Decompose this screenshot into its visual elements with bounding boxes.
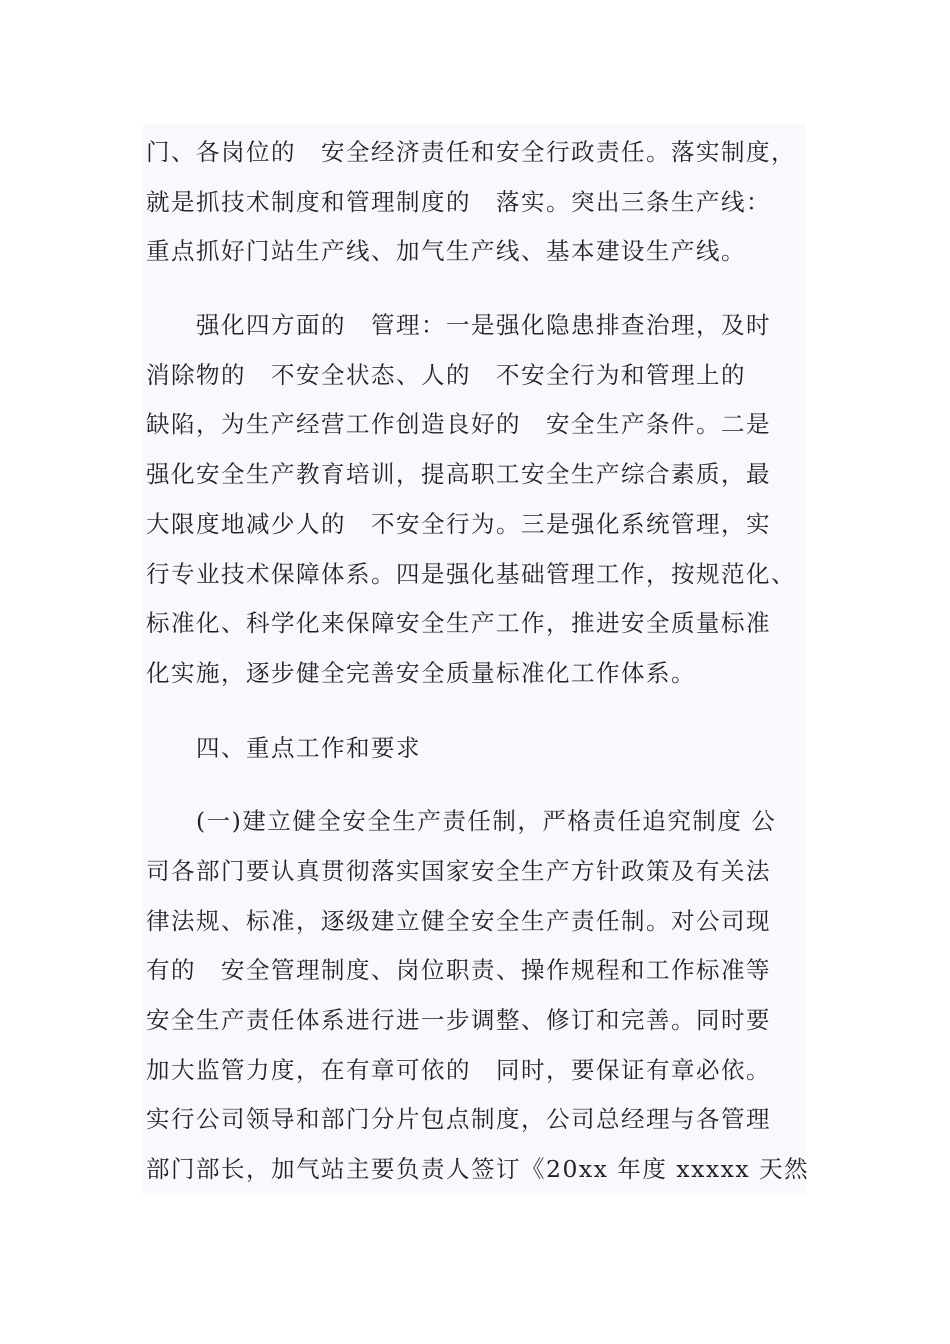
text-line: 重点抓好门站生产线、加气生产线、基本建设生产线。: [146, 237, 746, 265]
text-line: 实行公司领导和部门分片包点制度，公司总经理与各管理: [146, 1105, 771, 1133]
text-line: (一)建立健全安全生产责任制，严格责任追究制度 公: [146, 807, 777, 835]
text-line: 安全生产责任体系进行进一步调整、修订和完善。同时要: [146, 1006, 771, 1034]
text-line: 部门部长，加气站主要负责人签订《20xx 年度 xxxxx 天然: [146, 1155, 810, 1183]
text-line: 消除物的 不安全状态、人的 不安全行为和管理上的: [146, 361, 746, 389]
section-heading: 四、重点工作和要求: [146, 734, 421, 762]
text-line: 行专业技术保障体系。四是强化基础管理工作，按规范化、: [146, 560, 796, 588]
text-line: 强化四方面的 管理：一是强化隐患排查治理，及时: [146, 311, 771, 339]
text-line: 律法规、标准，逐级建立健全安全生产责任制。对公司现: [146, 907, 771, 935]
text-line: 有的 安全管理制度、岗位职责、操作规程和工作标准等: [146, 956, 771, 984]
text-line: 标准化、科学化来保障安全生产工作，推进安全质量标准: [146, 609, 771, 637]
text-line: 门、各岗位的 安全经济责任和安全行政责任。落实制度，: [146, 138, 796, 166]
text-line: 加大监管力度，在有章可依的 同时，要保证有章必依。: [146, 1056, 771, 1084]
text-line: 缺陷，为生产经营工作创造良好的 安全生产条件。二是: [146, 410, 771, 438]
text-line: 大限度地减少人的 不安全行为。三是强化系统管理，实: [146, 510, 771, 538]
text-line: 化实施，逐步健全完善安全质量标准化工作体系。: [146, 659, 696, 687]
text-line: 司各部门要认真贯彻落实国家安全生产方针政策及有关法: [146, 857, 771, 885]
text-line: 强化安全生产教育培训，提高职工安全生产综合素质，最: [146, 460, 771, 488]
text-line: 就是抓技术制度和管理制度的 落实。突出三条生产线：: [146, 188, 771, 216]
